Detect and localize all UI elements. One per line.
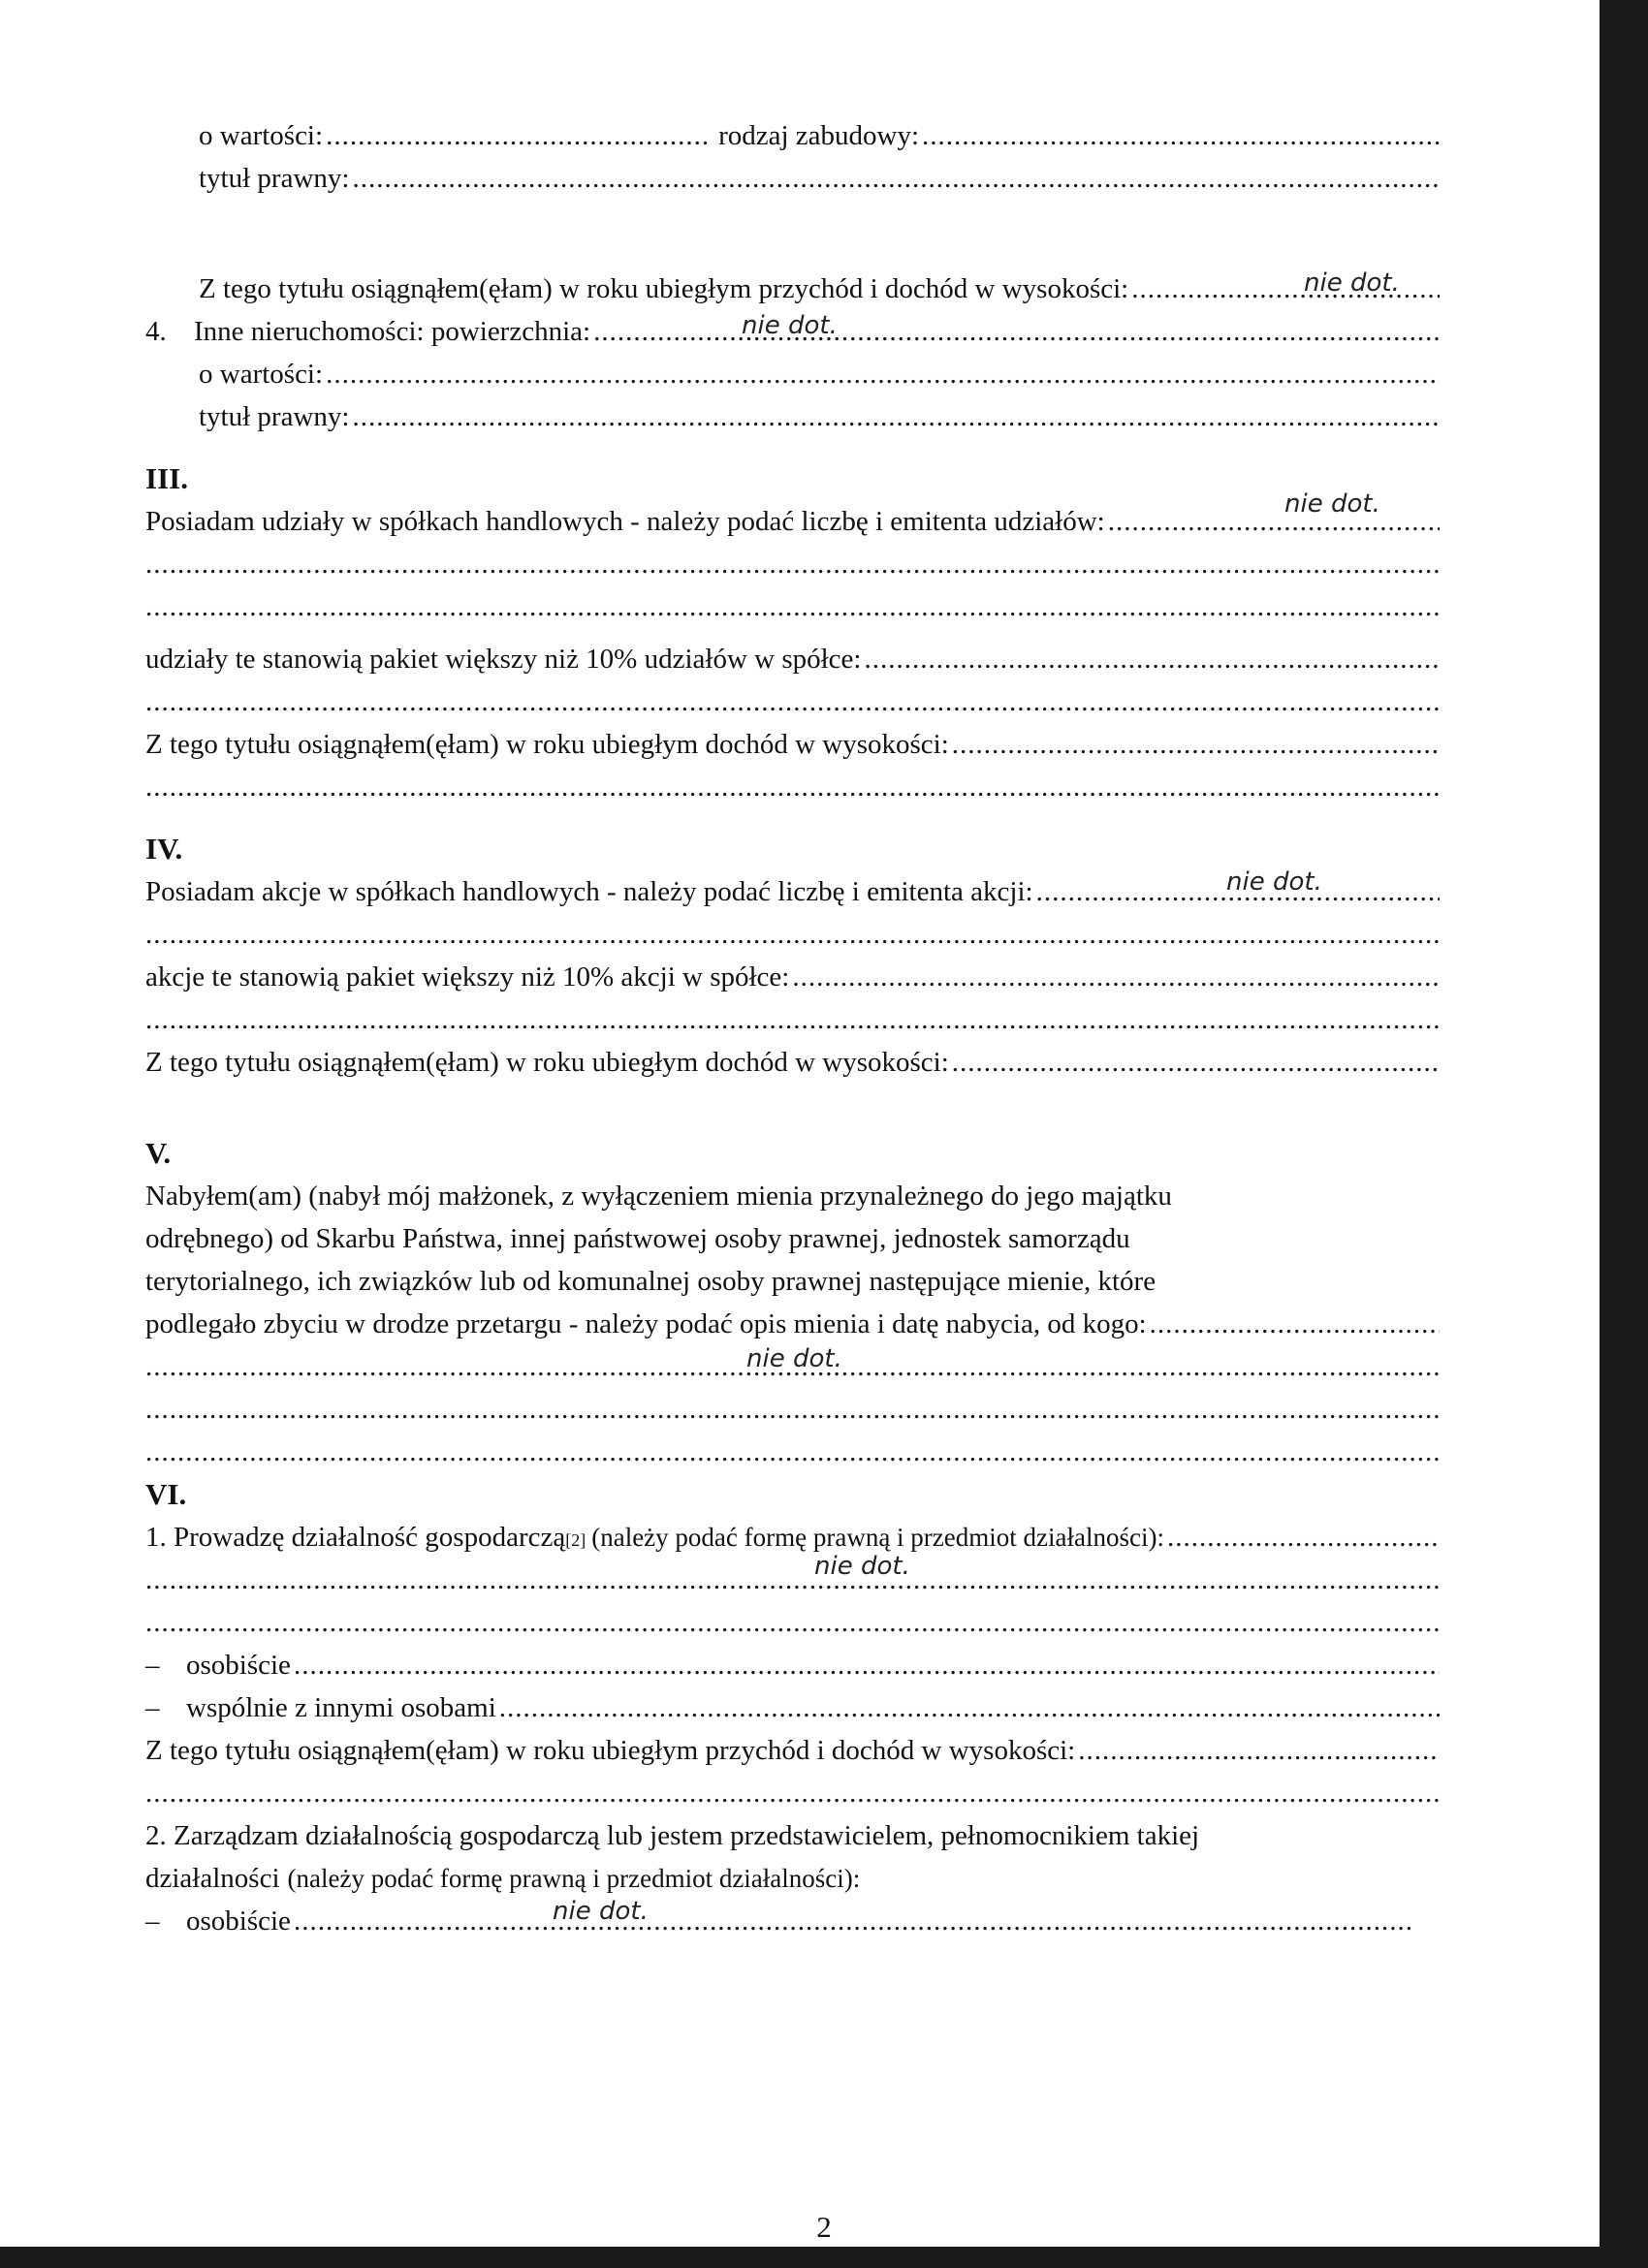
wspolnie-label: wspólnie z innymi osobami: [186, 1692, 496, 1723]
dzialalnosc-line: 1. Prowadzę działalność gospodarczą [2] (należy podać formę prawną i przedmiot działalności): .....: [145, 1516, 1440, 1559]
value-field[interactable]: [326, 353, 1440, 395]
dzialalnosc-note: (należy podać formę prawną i przedmiot działalności):: [591, 1523, 1164, 1552]
paragraph-line: [145, 1175, 1440, 1217]
dotted-line[interactable]: [145, 543, 1440, 585]
wspolnie-field[interactable]: [499, 1686, 1440, 1729]
o-wartosci-label: o wartości:: [199, 120, 324, 151]
dzialalnosc-label: 1. Prowadzę działalność gospodarczą: [145, 1522, 566, 1553]
scan-edge-right: [1600, 0, 1648, 2268]
pakiet-akcji-line: [145, 956, 1440, 998]
handwritten-note: nie dot.: [1304, 268, 1400, 298]
osobiscie-field[interactable]: [294, 1644, 1440, 1686]
dotted-line[interactable]: [145, 1601, 1440, 1644]
przychod-line: [145, 1729, 1440, 1772]
przychod-field[interactable]: [1078, 1729, 1440, 1772]
pakiet-line: [145, 638, 1440, 680]
document-page: [145, 114, 1440, 1942]
powierzchnia-field[interactable]: [593, 310, 1440, 353]
dotted-line[interactable]: [145, 680, 1440, 723]
section-heading: VI.: [145, 1477, 187, 1511]
przychod-label: Z tego tytułu osiągnąłem(ęłam) w roku ubiegłym przychód i dochód w wysokości:: [145, 1735, 1076, 1766]
handwritten-note: nie dot.: [553, 1897, 649, 1926]
dzialalnosc-field[interactable]: [1167, 1516, 1440, 1559]
handwritten-note: nie dot.: [1226, 867, 1322, 897]
value-line: [145, 114, 1440, 157]
value-field[interactable]: [326, 114, 709, 157]
tytul-prawny-label: tytuł prawny:: [199, 401, 350, 432]
zarzadzam-text: 2. Zarządzam działalnością gospodarczą lub jestem przedstawicielem, pełnomocnikiem takiej: [145, 1820, 1200, 1851]
tytul-prawny-label: tytuł prawny:: [199, 163, 350, 194]
rodzaj-zabudowy-field[interactable]: [922, 114, 1440, 157]
zarzadzam-text: działalności: [145, 1863, 280, 1894]
handwritten-note: nie dot.: [814, 1552, 910, 1581]
pakiet-field[interactable]: [864, 638, 1440, 680]
item-number: 4.: [145, 316, 167, 347]
scan-edge-bottom: [0, 2247, 1648, 2268]
dotted-line[interactable]: [145, 1388, 1440, 1431]
dochod-akcje-line: [145, 1041, 1440, 1084]
mienie-field[interactable]: [1150, 1303, 1440, 1345]
pakiet-akcji-field[interactable]: [792, 956, 1440, 998]
dash: –: [145, 1650, 160, 1681]
akcje-line: [145, 867, 1440, 913]
item4-label: Inne nieruchomości: powierzchnia:: [194, 316, 591, 347]
osobiscie-field[interactable]: [294, 1900, 1415, 1942]
item4-value-line: [145, 353, 1440, 395]
section-heading: V.: [145, 1136, 172, 1170]
udzialy-line: [145, 489, 1440, 543]
dotted-line[interactable]: [145, 913, 1440, 956]
section-heading: IV.: [145, 832, 183, 866]
dotted-line[interactable]: [145, 1431, 1440, 1473]
pakiet-label: udziały te stanowią pakiet większy niż 10% udziałów w spółce:: [145, 644, 862, 675]
paragraph-text: odrębnego) od Skarbu Państwa, innej państwowej osoby prawnej, jednostek samorządu: [145, 1223, 1130, 1254]
dotted-line[interactable]: [145, 1552, 1440, 1601]
tytul-prawny-field[interactable]: [352, 157, 1440, 200]
osobiscie-label: osobiście: [186, 1650, 291, 1681]
dotted-line[interactable]: [145, 1345, 1440, 1388]
zarzadzam-note: (należy podać formę prawną i przedmiot działalności):: [287, 1864, 861, 1893]
paragraph-text: Nabyłem(am) (nabył mój małżonek, z wyłączeniem mienia przynależnego do jego majątku: [145, 1181, 1172, 1212]
paragraph-text: podlegało zbyciu w drodze przetargu - należy podać opis mienia i datę nabycia, od kogo:: [145, 1308, 1147, 1339]
rodzaj-zabudowy-label: rodzaj zabudowy:: [718, 120, 920, 151]
osobiscie-line-2: [145, 1897, 1415, 1942]
handwritten-note: nie dot.: [1284, 489, 1380, 519]
udzialy-field[interactable]: [1108, 500, 1440, 543]
o-wartosci-label: o wartości:: [199, 359, 324, 390]
section-heading: III.: [145, 461, 188, 495]
dash: –: [145, 1906, 160, 1937]
dochod-label: Z tego tytułu osiągnąłem(ęłam) w roku ubiegłym dochód w wysokości:: [145, 729, 949, 760]
wspolnie-line: [145, 1686, 1440, 1729]
zarzadzam-line: [145, 1814, 1440, 1857]
osobiscie-line: [145, 1644, 1440, 1686]
dochod-label: Z tego tytułu osiągnąłem(ęłam) w roku ubiegłym dochód w wysokości:: [145, 1047, 949, 1078]
item4-line: [145, 310, 1440, 353]
tytul-prawny-field[interactable]: [352, 395, 1440, 438]
paragraph-text: terytorialnego, ich związków lub od komunalnej osoby prawnej następujące mienie, które: [145, 1266, 1157, 1297]
dotted-line[interactable]: [145, 1772, 1440, 1814]
akcje-label: Posiadam akcje w spółkach handlowych - należy podać liczbę i emitenta akcji:: [145, 876, 1033, 907]
dochod-line: [145, 723, 1440, 766]
osobiscie-label: osobiście: [186, 1906, 291, 1937]
item4-tytul-line: [145, 395, 1440, 438]
dotted-line[interactable]: [145, 998, 1440, 1041]
page-number: 2: [816, 2210, 832, 2244]
paragraph-line: [145, 1260, 1440, 1303]
udzialy-label: Posiadam udziały w spółkach handlowych - należy podać liczbę i emitenta udziałów:: [145, 506, 1105, 537]
dochod-field[interactable]: [952, 1041, 1440, 1084]
tytul-prawny-line: [145, 157, 1440, 200]
dotted-line[interactable]: [145, 766, 1440, 808]
dochod-field[interactable]: [952, 723, 1440, 766]
pakiet-akcji-label: akcje te stanowią pakiet większy niż 10% akcji w spółce:: [145, 961, 790, 992]
dash: –: [145, 1692, 160, 1723]
handwritten-note: nie dot.: [742, 311, 838, 340]
handwritten-note: nie dot.: [746, 1344, 842, 1373]
przychod-label: Z tego tytułu osiągnąłem(ęłam) w roku ubiegłym przychód i dochód w wysokości:: [199, 273, 1129, 304]
paragraph-line: [145, 1217, 1440, 1260]
dotted-line[interactable]: [145, 585, 1440, 628]
zarzadzam-line-2: [145, 1857, 1440, 1900]
